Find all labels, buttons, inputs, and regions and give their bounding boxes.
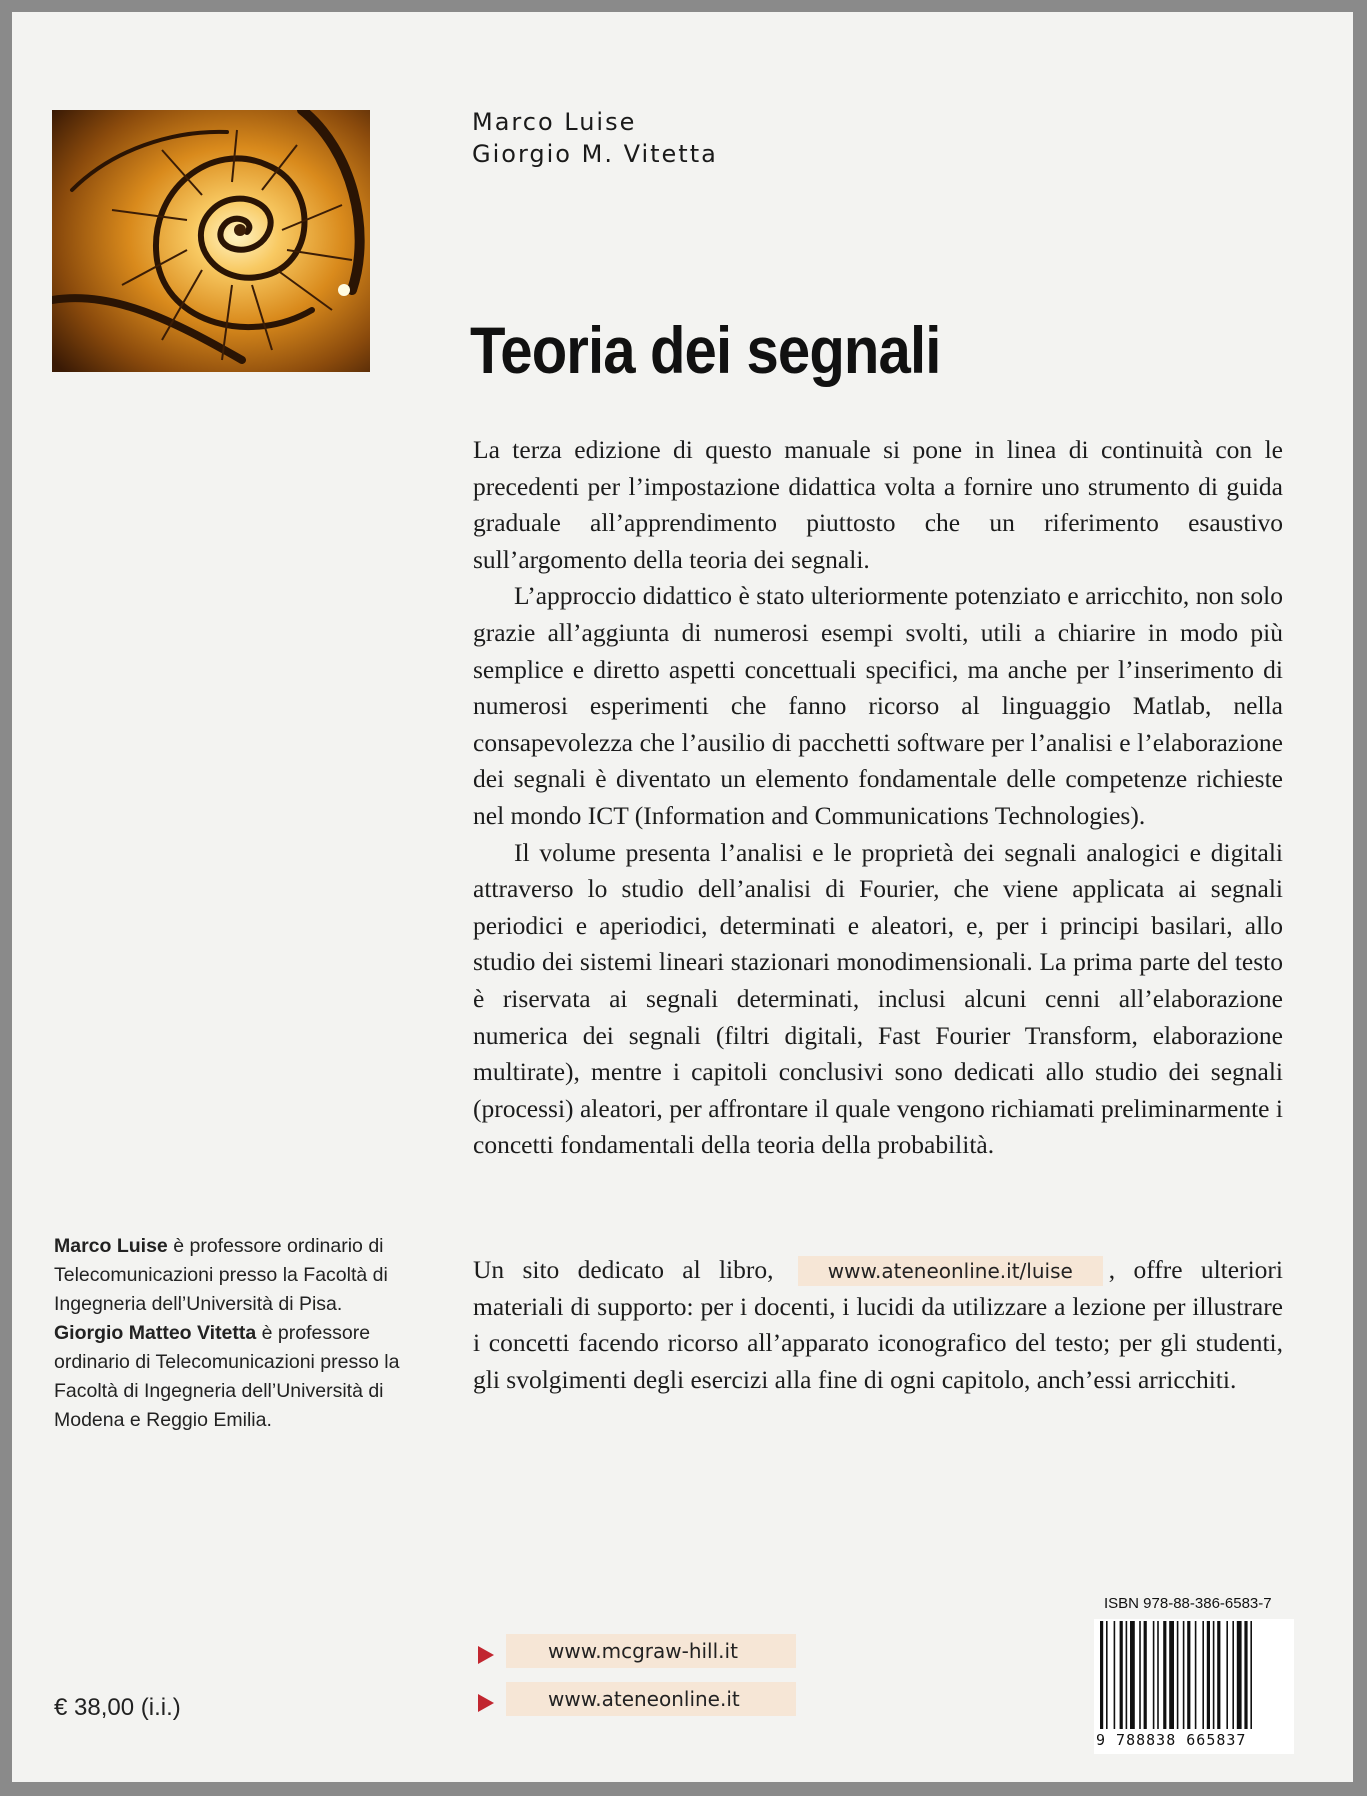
book-back-cover — [12, 12, 1353, 1782]
paragraph: L’approccio didattico è stato ulteriormente potenziato e arricchito, non solo grazie all’aggiunta di numerosi esempi svolti, utili a chiarire in modo più semplice e diretto aspetti concettuali specifici, ma anche per l’inserimento di numerosi esperimenti che fanno ricorso al linguaggio Matlab, nella consapevolezza che l’ausilio di pacchetti software per l’analisi e l’elaborazione dei segnali è diventato un elemento fondamentale delle competenze richieste nel mondo ICT (Information and Communications Technologies). — [473, 581, 1283, 830]
barcode-number: 9 788838 665837 — [1096, 1731, 1247, 1749]
mcgraw-hill-link[interactable]: www.mcgraw-hill.it — [506, 1634, 796, 1668]
publisher-links — [478, 1634, 796, 1730]
link-row — [478, 1682, 796, 1716]
ateneonline-link[interactable]: www.ateneonline.it — [506, 1682, 796, 1716]
bio-author-text: è professore ordinario di Telecomunicazioni presso la Facoltà di Ingegneria dell’Università di Pisa. — [54, 1235, 388, 1315]
authors-block — [472, 106, 718, 170]
triangle-arrow-icon — [478, 1646, 494, 1664]
author-name: Marco Luise — [472, 108, 637, 136]
paragraph: Il volume presenta l’analisi e le proprietà dei segnali analogici e digitali attraverso lo studio dell’analisi di Fourier, che viene applicata ai segnali periodici e aperiodici, determinati e aleatori, e, per i principi basilari, allo studio dei sistemi lineari stazionari monodimensionali. La prima parte del testo è riservata ai segnali determinati, inclusi alcuni cenni all’elaborazione numerica dei segnali (filtri digitali, Fast Fourier Transform, elaborazione multirate), mentre i capitoli conclusivi sono dedicati allo studio dei segnali (processi) aleatori, per affrontare il quale vengono richiamati preliminarmente i concetti fondamentali della teoria della probabilità. — [473, 837, 1283, 1160]
description-text — [473, 432, 1283, 1164]
book-site-link[interactable]: www.ateneonline.it/luise — [798, 1256, 1103, 1286]
authors-bio — [54, 1232, 434, 1435]
paragraph: La terza edizione di questo manuale si pone in linea di continuità con le precedenti per l’impostazione didattica volta a fornire uno strumento di guida graduale all’apprendimento piuttosto che un riferimento esaustivo sull’argomento della teoria dei segnali. — [473, 435, 1283, 574]
bio-author-name: Marco Luise — [54, 1235, 168, 1257]
link-row — [478, 1634, 796, 1668]
isbn-label: ISBN 978-88-386-6583-7 — [1104, 1595, 1272, 1612]
triangle-arrow-icon — [478, 1694, 494, 1712]
site-text-after: , offre ulteriori materiali di supporto: per i docenti, i lucidi da utilizzare a lezione per illustrare i concetti facendo ricorso all’apparato iconografico del testo; per gli studenti, gli svolgimenti degli esercizi alla fine di ogni capitolo, anch’essi arricchiti. — [473, 1255, 1283, 1394]
website-note — [473, 1252, 1283, 1398]
spiral-staircase-photo — [52, 110, 370, 372]
book-title: Teoria dei segnali — [470, 313, 941, 387]
author-name: Giorgio M. Vitetta — [472, 140, 718, 168]
price: € 38,00 (i.i.) — [54, 1694, 181, 1721]
site-text-before: Un sito dedicato al libro, — [473, 1255, 774, 1284]
bio-author-name: Giorgio Matteo Vitetta — [54, 1322, 257, 1344]
bio-author-text: è professore ordinario di Telecomunicazioni presso la Facoltà di Ingegneria dell’Università di Modena e Reggio Emilia. — [54, 1322, 400, 1431]
